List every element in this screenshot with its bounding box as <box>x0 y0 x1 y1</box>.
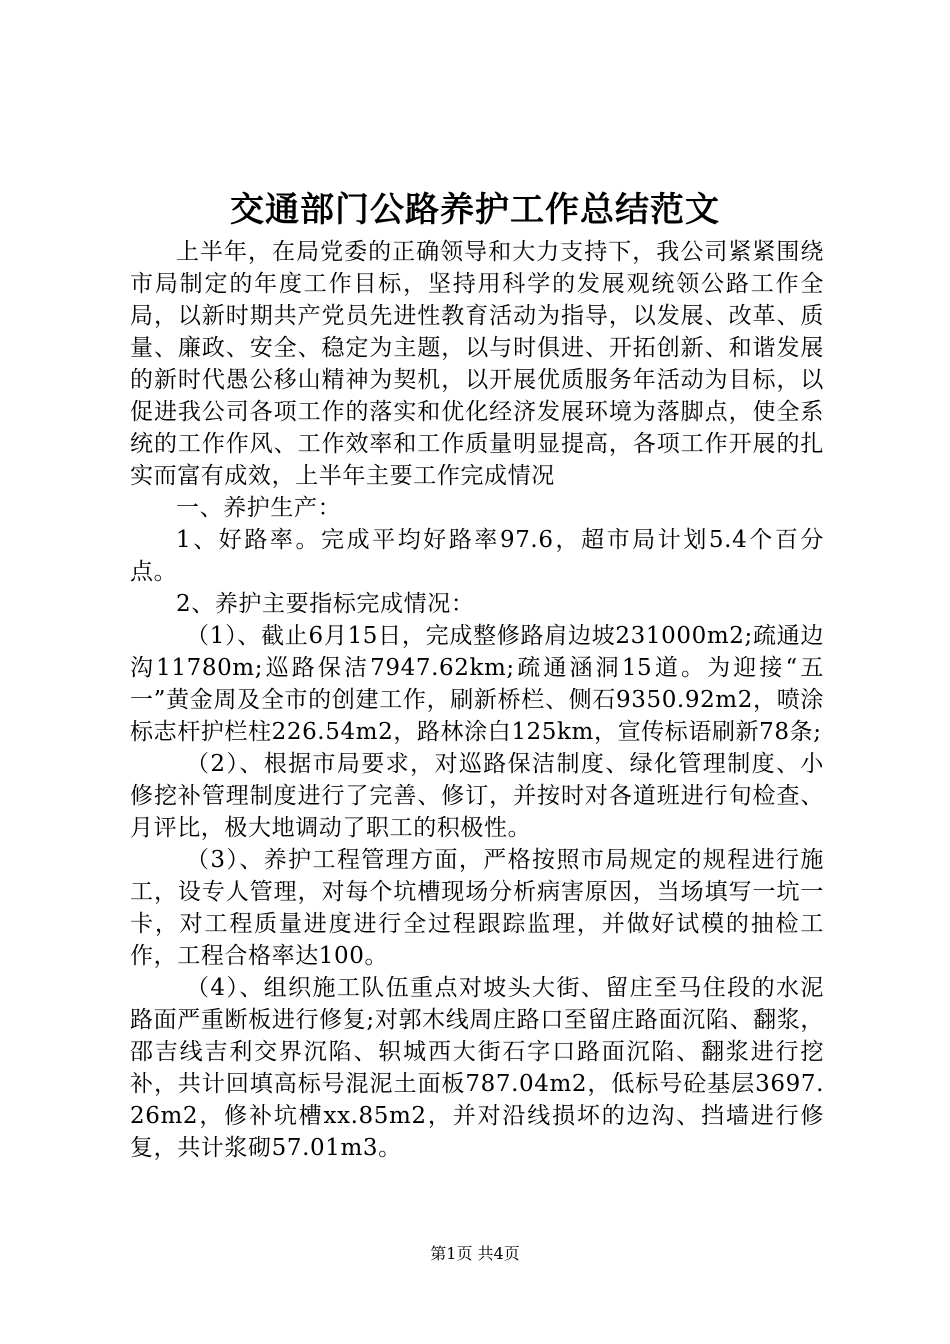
page-number-footer: 第1页 共4页 <box>430 1244 520 1263</box>
paragraph-item-3: （3）、养护工程管理方面，严格按照市局规定的规程进行施工，设专人管理，对每个坑槽现场分析病害原因，当场填写一坑一卡，对工程质量进度进行全过程跟踪监理，并做好试模的抽检工作，工程合格率达100。 <box>130 847 824 969</box>
paragraph-item-4: （4）、组织施工队伍重点对坡头大街、留庄至马住段的水泥路面严重断板进行修复;对郭木线周庄路口至留庄路面沉陷、翻浆，邵吉线吉利交界沉陷、轵城西大街石字口路面沉陷、翻浆进行挖补，共计回填高标号混泥土面板787.04m2，低标号砼基层3697.26m2，修补坑槽xx.85m2，并对沿线损坏的边沟、挡墙进行修复，共计浆砌57.01m3。 <box>130 975 824 1161</box>
document-title: 交通部门公路养护工作总结范文 <box>230 190 720 230</box>
paragraph-intro: 上半年，在局党委的正确领导和大力支持下，我公司紧紧围绕市局制定的年度工作目标，坚持用科学的发展观统领公路工作全局，以新时期共产党员先进性教育活动为指导，以发展、改革、质量、廉政、安全、稳定为主题，以与时俱进、开拓创新、和谐发展的新时代愚公移山精神为契机，以开展优质服务年活动为目标，以促进我公司各项工作的落实和优化经济发展环境为落脚点，使全系统的工作作风、工作效率和工作质量明显提高，各项工作开展的扎实而富有成效，上半年主要工作完成情况 <box>130 239 824 489</box>
paragraph-main-indicators: 2、养护主要指标完成情况： <box>176 591 475 617</box>
paragraph-item-1: （1）、截止6月15日，完成整修路肩边坡231000m2;疏通边沟11780m;巡路保洁7947.62km;疏通涵洞15道。为迎接“五一”黄金周及全市的创建工作，刷新桥栏、侧石9350.92m2，喷涂标志杆护栏柱226.54m2，路林涂白125km，宣传标语刷新78条; <box>130 623 824 745</box>
paragraph-section-heading: 一、养护生产： <box>176 495 342 521</box>
paragraph-item-2: （2）、根据市局要求，对巡路保洁制度、绿化管理制度、小修挖补管理制度进行了完善、修订，并按时对各道班进行旬检查、月评比，极大地调动了职工的积极性。 <box>130 751 824 841</box>
paragraph-good-road-rate: 1、好路率。完成平均好路率97.6，超市局计划5.4个百分点。 <box>130 527 824 585</box>
document-body <box>130 236 824 1164</box>
